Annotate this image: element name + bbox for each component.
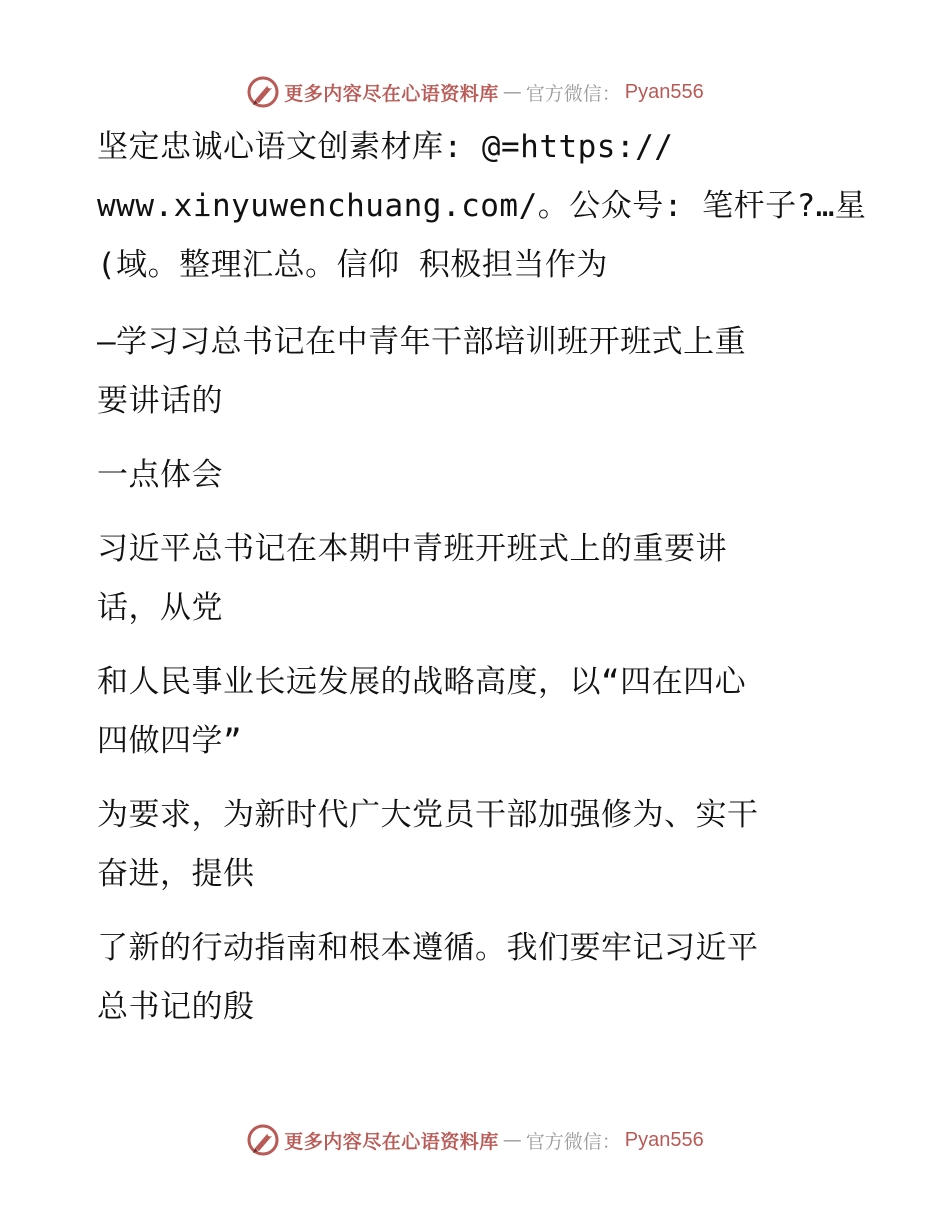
- text-line: 习近平总书记在本期中青班开班式上的重要讲: [97, 531, 727, 567]
- paragraph-gap: [97, 904, 857, 919]
- document-body: [97, 118, 867, 1037]
- header-banner: [0, 72, 950, 112]
- banner-official-label: 官方微信：: [525, 1130, 621, 1153]
- text-line: 坚定忠诚心语文创素材库: @=https://: [97, 129, 674, 165]
- paragraph-gap: [97, 295, 857, 313]
- pen-emblem-icon: [246, 75, 280, 109]
- paragraph-gap: [97, 771, 857, 786]
- banner-dash: —: [502, 1129, 522, 1151]
- text-line: 话，从党: [97, 590, 223, 626]
- paragraph-gap: [97, 638, 857, 653]
- text-line: 要讲话的: [97, 383, 223, 419]
- text-line: www.xinyuwenchuang.com/。公众号: 笔杆子?…星: [97, 188, 867, 224]
- banner-content: [246, 75, 704, 109]
- footer-banner: [0, 1120, 950, 1160]
- text-line: 为要求，为新时代广大党员干部加强修为、实干: [97, 797, 759, 833]
- text-line: 一点体会: [97, 457, 223, 493]
- banner-promo-text: 更多内容尽在心语资料库: [284, 82, 499, 105]
- banner-promo-text: 更多内容尽在心语资料库: [284, 1130, 499, 1153]
- paragraph-gap: [97, 505, 857, 520]
- text-line: 总书记的殷: [97, 989, 255, 1025]
- text-line: (域。整理汇总。信仰 积极担当作为: [97, 247, 608, 283]
- text-line: 了新的行动指南和根本遵循。我们要牢记习近平: [97, 930, 759, 966]
- banner-content: [246, 1123, 704, 1157]
- paragraph-gap: [97, 431, 857, 446]
- pen-emblem-icon: [246, 1123, 280, 1157]
- text-line: 四做四学”: [97, 723, 243, 759]
- text-line: —学习习总书记在中青年干部培训班开班式上重: [97, 324, 747, 360]
- banner-dash: —: [502, 81, 522, 103]
- text-line: 和人民事业长远发展的战略高度，以“四在四心: [97, 664, 747, 700]
- banner-official-label: 官方微信：: [525, 82, 621, 105]
- text-line: 奋进，提供: [97, 856, 255, 892]
- banner-wechat-id: Pyan556: [624, 80, 704, 103]
- banner-wechat-id: Pyan556: [624, 1128, 704, 1151]
